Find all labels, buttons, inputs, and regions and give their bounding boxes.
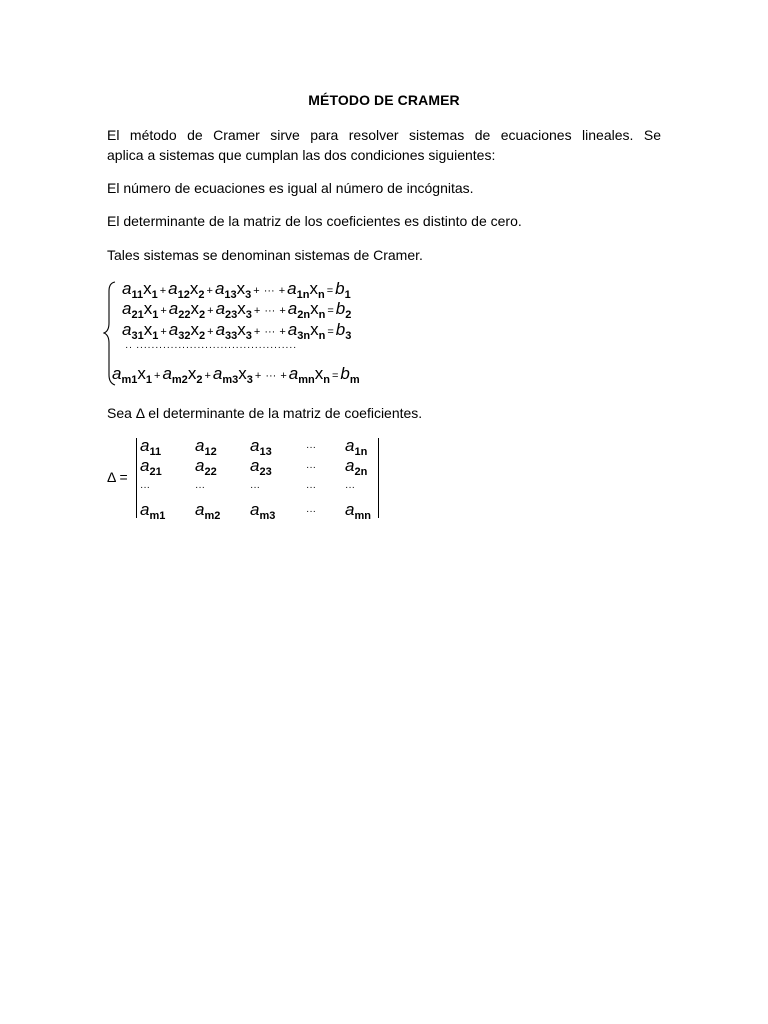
determinant [105,436,395,522]
coefficient-subscript: m1 [149,510,166,522]
determinant-cell: ··· [140,482,150,493]
equation-term [168,299,206,321]
plus-sign: + [160,305,167,317]
variable-symbol: x [190,320,199,339]
coefficient-symbol: a [345,436,355,455]
coefficient-subscript: 2n [354,466,368,478]
variable-symbol: x [143,299,153,318]
coefficient-subscript: 13 [259,446,272,458]
coefficient-subscript: 12 [204,446,217,458]
plus-sign: + [154,370,161,382]
coefficient-symbol: a [288,364,299,383]
coefficient-subscript: 22 [178,309,191,321]
coefficient-subscript: m2 [204,510,221,522]
equation-term [162,364,203,386]
ellipsis: ··· [263,285,275,297]
variable-subscript: 1 [152,309,159,321]
determinant-cell: ··· [306,482,316,493]
determinant-cell: ··· [306,462,316,473]
plus-sign: + [207,326,214,338]
condition-2: El determinante de la matriz de los coeficientes es distinto de cero. [107,213,522,229]
plus-sign: + [253,305,261,317]
equation-row [122,320,351,342]
determinant-left-bar [136,438,137,518]
equals-sign: = [327,305,334,317]
coefficient-subscript: mn [298,374,315,386]
equation-term [112,364,152,386]
plus-sign: + [206,285,213,297]
coefficient-subscript: 2n [297,309,311,321]
coefficient-symbol: a [215,299,226,318]
variable-subscript: 2 [198,289,205,301]
variable-symbol: x [238,364,247,383]
ellipsis: ··· [265,370,277,382]
equation-row [122,299,351,321]
variable-symbol: x [237,299,246,318]
coefficient-symbol: a [250,500,260,519]
determinant-cell [195,500,220,520]
determinant-cell: ··· [250,482,260,493]
coefficient-subscript: 12 [177,289,190,301]
equation-row [112,364,360,386]
coefficient-subscript: 1n [296,289,310,301]
coefficient-symbol: a [140,456,150,475]
plus-sign: + [278,285,286,297]
coefficient-subscript: 21 [149,466,162,478]
equation-term [168,279,205,301]
coefficient-symbol: a [122,299,132,318]
equals-sign: = [326,285,334,297]
variable-symbol: x [143,279,152,298]
right-hand-side [335,299,352,321]
rhs-subscript: 3 [345,330,352,342]
determinant-cell [195,456,217,476]
coefficient-subscript: 33 [225,330,238,342]
coefficient-symbol: a [162,364,172,383]
page-title: MÉTODO DE CRAMER [308,92,460,108]
variable-symbol: x [310,320,319,339]
ellipsis: ··· [264,305,276,317]
intro-paragraph [107,125,661,165]
delta-label: Δ = [107,469,128,485]
coefficient-symbol: a [345,456,355,475]
intro-line-1: El método de Cramer sirve para resolver sistemas de ecuaciones lineales. Se [107,127,661,143]
coefficient-subscript: 3n [297,330,311,342]
determinant-cell: ··· [345,482,355,493]
variable-subscript: 3 [245,289,252,301]
equation-term [215,299,252,321]
rhs-symbol: b [335,279,345,298]
equation-term-n [288,364,330,386]
equation-term [214,279,252,301]
intro-line-2: aplica a sistemas que cumplan las dos condiciones siguientes: [107,147,496,163]
determinant-cell [250,500,275,520]
variable-subscript: n [318,330,326,342]
determinant-cell [250,436,272,456]
plus-sign: + [279,305,286,317]
variable-symbol: x [309,279,318,298]
plus-sign: + [254,370,262,382]
coefficient-subscript: 22 [204,466,217,478]
plus-sign: + [280,370,287,382]
determinant-cell [250,456,272,476]
variable-subscript: 2 [196,374,203,386]
variable-symbol: x [310,299,319,318]
variable-symbol: x [236,279,246,298]
rhs-subscript: 1 [344,289,351,301]
determinant-cell [140,456,162,476]
rhs-subscript: 2 [345,309,352,321]
coefficient-subscript: 23 [259,466,272,478]
variable-subscript: 1 [152,330,159,342]
rhs-symbol: b [340,364,350,383]
coefficient-symbol: a [140,436,150,455]
coefficient-symbol: a [168,279,178,298]
determinant-right-bar [378,438,379,518]
equals-sign: = [327,326,334,338]
variable-subscript: 1 [145,374,152,386]
plus-sign: + [160,326,167,338]
determinant-cell [345,456,367,476]
condition-1: El número de ecuaciones es igual al número de incógnitas. [107,180,474,196]
coefficient-symbol: a [122,320,132,339]
equation-term-n [287,279,325,301]
coefficient-symbol: a [214,279,225,298]
coefficient-subscript: 11 [149,446,162,458]
coefficient-symbol: a [212,364,223,383]
right-hand-side [335,279,351,301]
coefficient-subscript: 31 [131,330,144,342]
rhs-symbol: b [335,320,346,339]
equation-dots-row: ·· ·········································· [125,342,297,353]
variable-symbol: x [137,364,146,383]
determinant-cell: ··· [195,482,205,493]
coefficient-subscript: m1 [121,374,138,386]
delta-sentence: Sea Δ el determinante de la matriz de coeficientes. [107,405,423,421]
rhs-subscript: m [349,374,360,386]
variable-symbol: x [190,299,199,318]
determinant-cell [140,500,165,520]
equation-term [212,364,253,386]
coefficient-subscript: 32 [178,330,191,342]
variable-subscript: n [318,309,326,321]
coefficient-symbol: a [250,436,260,455]
equation-row [122,279,351,301]
variable-symbol: x [237,320,246,339]
equation-term [215,320,252,342]
coefficient-subscript: m3 [259,510,276,522]
coefficient-subscript: 13 [224,289,237,301]
coefficient-subscript: m2 [171,374,188,386]
equation-term [122,279,158,301]
coefficient-symbol: a [112,364,122,383]
variable-symbol: x [314,364,324,383]
variable-subscript: 1 [151,289,158,301]
variable-subscript: n [323,374,330,386]
plus-sign: + [159,285,167,297]
coefficient-symbol: a [287,320,298,339]
coefficient-subscript: mn [354,510,371,522]
coefficient-subscript: 1n [354,446,368,458]
rhs-symbol: b [335,299,346,318]
variable-subscript: 3 [245,309,252,321]
right-hand-side [340,364,360,386]
plus-sign: + [207,305,214,317]
coefficient-symbol: a [287,299,298,318]
coefficient-symbol: a [195,456,205,475]
variable-subscript: 2 [199,309,206,321]
coefficient-symbol: a [195,436,205,455]
equation-term-n [287,299,326,321]
coefficient-subscript: 21 [131,309,144,321]
coefficient-subscript: 23 [225,309,238,321]
equals-sign: = [331,370,339,382]
coefficient-symbol: a [122,279,132,298]
coefficient-symbol: a [345,500,355,519]
variable-subscript: 3 [245,330,252,342]
coefficient-symbol: a [287,279,297,298]
determinant-cell: ··· [306,506,316,517]
variable-symbol: x [187,364,197,383]
determinant-cell [140,436,161,456]
determinant-cell [345,500,371,520]
cramer-systems-sentence: Tales sistemas se denominan sistemas de Cramer. [107,247,423,263]
coefficient-symbol: a [168,299,179,318]
plus-sign: + [204,370,211,382]
ellipsis: ··· [264,326,276,338]
variable-subscript: 2 [199,330,206,342]
variable-subscript: 3 [246,374,253,386]
coefficient-symbol: a [215,320,226,339]
plus-sign: + [253,326,261,338]
plus-sign: + [279,326,286,338]
right-hand-side [335,320,352,342]
equation-term [122,320,159,342]
determinant-cell [345,436,367,456]
determinant-cell: ··· [306,442,316,453]
variable-subscript: n [317,289,325,301]
equation-term-n [287,320,326,342]
coefficient-symbol: a [168,320,179,339]
equation-system [103,279,423,389]
determinant-cell [195,436,217,456]
coefficient-symbol: a [250,456,260,475]
equation-term [122,299,159,321]
coefficient-subscript: 11 [131,289,144,301]
coefficient-symbol: a [195,500,205,519]
coefficient-subscript: m3 [222,374,239,386]
plus-sign: + [253,285,260,297]
variable-symbol: x [189,279,199,298]
coefficient-symbol: a [140,500,150,519]
variable-symbol: x [143,320,153,339]
equation-term [168,320,206,342]
